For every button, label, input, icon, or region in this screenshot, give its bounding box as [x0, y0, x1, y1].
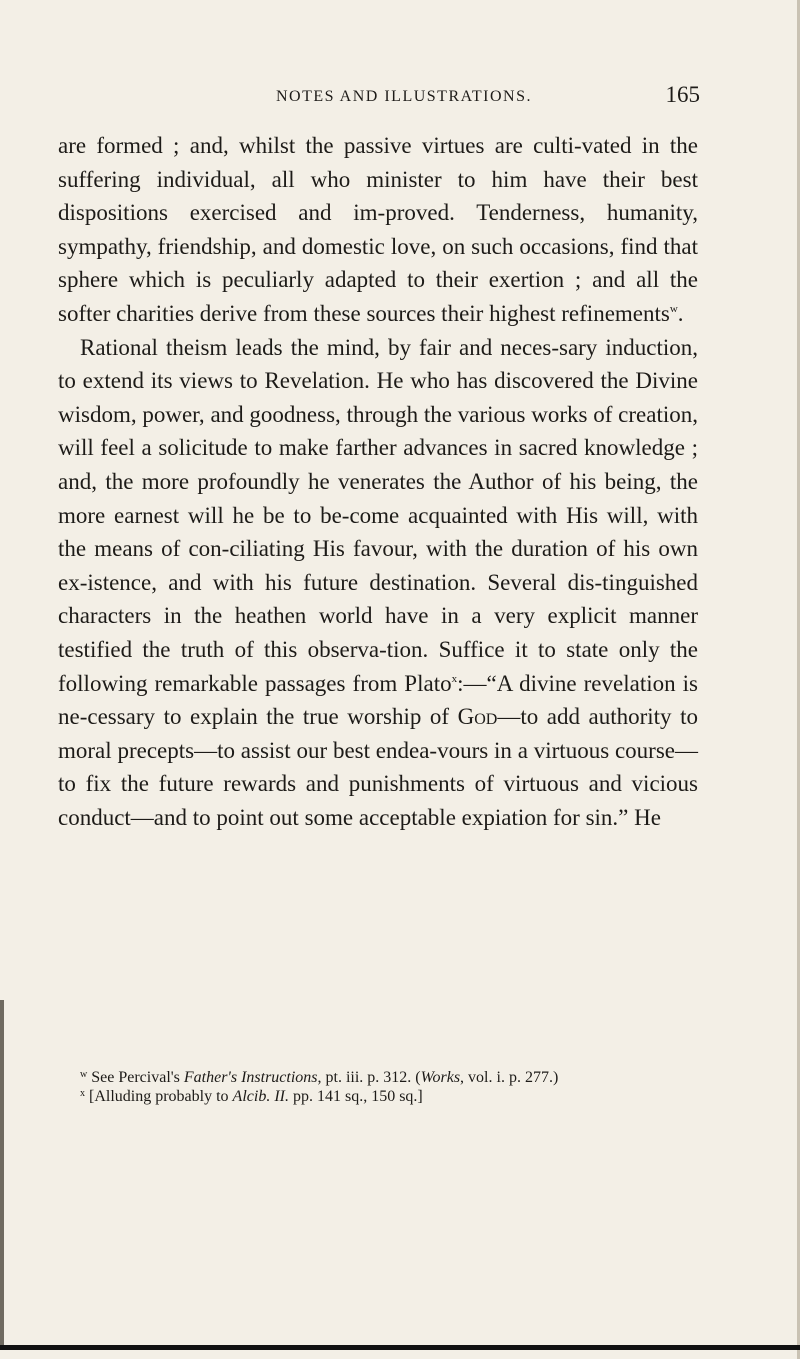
paragraph-1-end: .	[677, 300, 684, 326]
footnote-mark: x	[80, 1088, 85, 1099]
footnote-text: See Percival's	[91, 1069, 184, 1086]
footnotes	[58, 1068, 698, 1106]
running-head: NOTES AND ILLUSTRATIONS.	[276, 88, 532, 105]
footnote-x	[58, 1087, 698, 1106]
body-text	[58, 129, 698, 834]
footnote-text: [Alluding probably to	[89, 1088, 233, 1105]
footnote-ref-x: x	[451, 672, 458, 685]
footnote-title: Father's Instructions	[183, 1069, 318, 1086]
footnote-ref-w: w	[669, 302, 678, 315]
footnote-title: Works	[420, 1069, 461, 1086]
quotation-end: —to add authority to moral precepts—to assist our best endea-vours in a virtuous course—to fix the future rewards and punishments of virtuous and vicious conduct—and to point out some acceptable expiation for sin.” He	[58, 704, 698, 830]
footnote-text: , vol. i. p. 277.)	[460, 1069, 559, 1086]
paragraph-2-text: Rational theism leads the mind, by fair and neces-sary induction, to extend its views to Revelation. He who has discovered the Divine wisdom, power, and goodness, through the various works of creation, will feel a solicitude to make farther advances in sacred knowledge ; and, the more profoundly he venerates the Author of his being, the more earnest will he be to be-come acquainted with His will, with the means of con-ciliating His favour, with the duration of his own ex-istence, and with his future destination. Several dis-tinguished characters in the heathen world have in a very explicit manner testified the truth of this observa-tion. Suffice it to state only the following remarkable passages from Plato	[58, 334, 698, 696]
paragraph-1-text: are formed ; and, whilst the passive virtues are culti-vated in the suffering individual, all who minister to him have their best dispositions exercised and im-proved. Tenderness, humanity, sympathy, friendship, and domestic love, on such occasions, find that sphere which is peculiarly adapted to their exertion ; and all the softer charities derive from these sources their highest refinements	[58, 133, 698, 326]
bottom-rule	[0, 1345, 800, 1350]
footnote-title: Alcib. II.	[232, 1088, 289, 1105]
page-edge-shadow	[0, 1000, 4, 1345]
footnote-text: , pt. iii. p. 312. (	[317, 1069, 421, 1086]
paragraph-1	[58, 129, 698, 331]
page-header	[58, 82, 700, 112]
footnote-text: pp. 141 sq., 150 sq.]	[288, 1088, 423, 1105]
footnote-mark: w	[80, 1069, 88, 1080]
god-smallcaps: God	[457, 704, 498, 730]
page-number: 165	[665, 82, 700, 107]
paragraph-2	[58, 331, 698, 835]
footnote-w	[58, 1068, 698, 1087]
quotation-start: :—“A divine revelation is ne-cessary to explain the true worship of	[58, 670, 698, 730]
